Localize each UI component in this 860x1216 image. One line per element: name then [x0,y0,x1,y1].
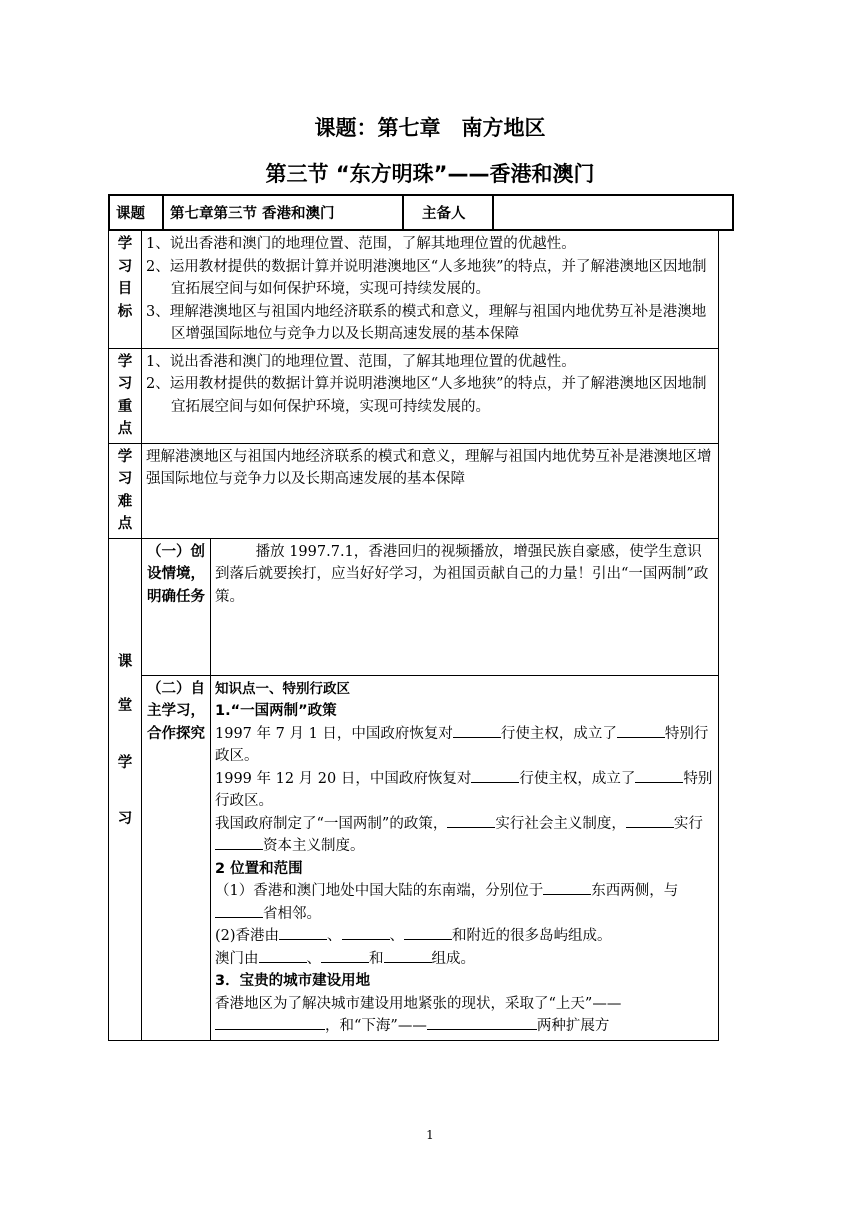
step2-content [211,675,719,1040]
key-point-item: 1、说出香港和澳门的地理位置、范围，了解其地理位置的优越性。 [146,353,576,370]
fill-blank[interactable] [447,813,495,828]
fill-blank[interactable] [215,903,263,918]
document-title: 课题：第七章 南方地区 [314,116,546,140]
classroom-label: 课 堂 学 习 [109,538,142,1040]
fill-blank[interactable] [453,723,501,738]
key-points-label: 学 习 重 点 [109,348,142,443]
step1-text: 播放 1997.7.1，香港回归的视频播放，增强民族自豪感，使学生意识到落后就要挨打，应当好好学习，为祖国贡献自己的力量！引出“一国两制”政策。 [215,543,709,605]
section3-line: 香港地区为了解决城市建设用地紧张的现状，采取了“上天”——，和“下海”—— 两种扩展方 [215,995,622,1034]
section2-line: （1）香港和澳门地处中国大陆的东南端，分别位于 东西两侧，与省相邻。 [215,880,714,925]
fill-blank[interactable] [279,925,327,940]
step1-label: （一）创设情境，明确任务 [142,538,211,675]
topic-label: 课题 [109,195,163,230]
fill-blank[interactable] [321,948,369,963]
section2-line: 澳门由 、 和 组成。 [215,948,714,971]
goal-item: 2、运用教材提供的数据计算并说明港澳地区“人多地狭”的特点，并了解港澳地区因地制宜拓展空间与如何保护环境，实现可持续发展的。 [146,258,707,297]
header-table [108,194,734,231]
key-points-content [142,348,719,443]
page-number: 1 [426,1128,434,1142]
goals-content [142,231,719,349]
key-point-item: 2、运用教材提供的数据计算并说明港澳地区“人多地狭”的特点，并了解港澳地区因地制宜拓展空间与如何保护环境，实现可持续发展的。 [146,376,707,415]
step1-content [211,538,719,675]
step2-label: （二）自主学习，合作探究 [142,675,211,1040]
difficulties-content [142,443,719,538]
document-subtitle: 第三节 “东方明珠”——香港和澳门 [265,162,595,186]
fill-blank[interactable] [259,948,307,963]
author-label: 主备人 [403,195,493,230]
fill-blank[interactable] [427,1015,537,1030]
fill-blank[interactable] [635,768,683,783]
section1-line: 1997 年 7 月 1 日，中国政府恢复对 行使主权，成立了 特别行政区。 [215,723,714,768]
classroom-step2-row [109,675,719,1040]
goal-item: 3、理解港澳地区与祖国内地经济联系的模式和意义，理解与祖国内地优势互补是港澳地区增强国际地位与竞争力以及长期高速发展的基本保障 [146,303,707,342]
fill-blank[interactable] [342,925,390,940]
section1-title: 1.“一国两制”政策 [215,703,337,719]
difficulties-row [109,443,719,538]
fill-blank[interactable] [215,1015,325,1030]
difficulties-label: 学 习 难 点 [109,443,142,538]
fill-blank[interactable] [384,948,432,963]
goals-label: 学 习 目 标 [109,231,142,349]
fill-blank[interactable] [626,813,674,828]
fill-blank[interactable] [543,880,591,895]
fill-blank[interactable] [404,925,452,940]
section2-title: 2 位置和范围 [215,860,303,877]
section2-line: (2)香港由 、 、 和附近的很多岛屿组成。 [215,925,714,948]
fill-blank[interactable] [471,768,519,783]
topic-value: 第七章第三节 香港和澳门 [163,195,403,230]
fill-blank[interactable] [215,835,263,850]
goal-item: 1、说出香港和澳门的地理位置、范围，了解其地理位置的优越性。 [146,236,576,252]
knowledge-point-title: 知识点一、特别行政区 [215,680,350,697]
section1-line: 1999 年 12 月 20 日，中国政府恢复对 行使主权，成立了 特别行政区。 [215,768,714,813]
author-value [493,195,733,230]
key-points-row [109,348,719,443]
section3-title: 3．宝贵的城市建设用地 [215,973,371,989]
classroom-step1-row [109,538,719,675]
difficulties-text: 理解港澳地区与祖国内地经济联系的模式和意义，理解与祖国内地优势互补是港澳地区增强国际地位与竞争力以及长期高速发展的基本保障 [146,448,712,487]
section1-line: 我国政府制定了“一国两制”的政策， 实行社会主义制度， 实行资本主义制度。 [215,813,714,858]
lesson-plan-table [108,230,719,1041]
goals-row [109,231,719,349]
fill-blank[interactable] [617,723,665,738]
